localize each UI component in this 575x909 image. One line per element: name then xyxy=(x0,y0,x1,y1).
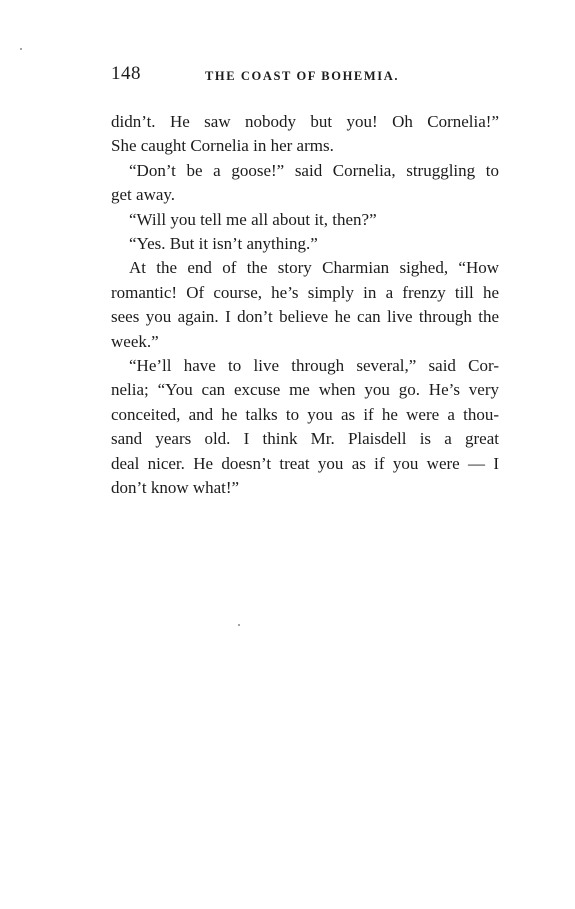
paragraph xyxy=(111,110,499,159)
page-number: 148 xyxy=(111,63,141,84)
text-line: nelia; “You can excuse me when you go. He’s very xyxy=(111,380,499,400)
running-title: THE COAST OF BOHEMIA. xyxy=(205,69,400,83)
text-line: romantic! Of course, he’s simply in a frenzy till he xyxy=(111,282,499,302)
text-line: “He’ll have to live through several,” said Cor- xyxy=(129,356,499,376)
text-line: sees you again. I don’t believe he can live through the xyxy=(111,307,499,327)
text-line: At the end of the story Charmian sighed, “How xyxy=(129,258,499,278)
text-line: She caught Cornelia in her arms. xyxy=(111,136,334,156)
text-line: didn’t. He saw nobody but you! Oh Cornelia!” xyxy=(111,112,499,131)
text-line: week.” xyxy=(111,331,159,351)
text-line: conceited, and he talks to you as if he were a thou- xyxy=(111,404,499,424)
text-line: deal nicer. He doesn’t treat you as if you were — I xyxy=(111,453,499,473)
paragraph xyxy=(111,256,499,354)
paragraph xyxy=(111,159,499,208)
paragraph xyxy=(111,354,499,500)
text-line: get away. xyxy=(111,185,176,205)
text-line: “Yes. But it isn’t anything.” xyxy=(129,234,318,254)
scan-speck xyxy=(20,48,22,50)
text-line: sand years old. I think Mr. Plaisdell is a great xyxy=(111,429,499,449)
body-text xyxy=(111,110,499,501)
text-line: don’t know what!” xyxy=(111,478,240,498)
text-line: “Will you tell me all about it, then?” xyxy=(129,209,377,229)
page-header xyxy=(111,63,501,91)
paragraph xyxy=(111,232,499,256)
paragraph xyxy=(111,208,499,232)
text-line: “Don’t be a goose!” said Cornelia, struggling to xyxy=(129,160,499,180)
scan-speck xyxy=(238,624,240,626)
